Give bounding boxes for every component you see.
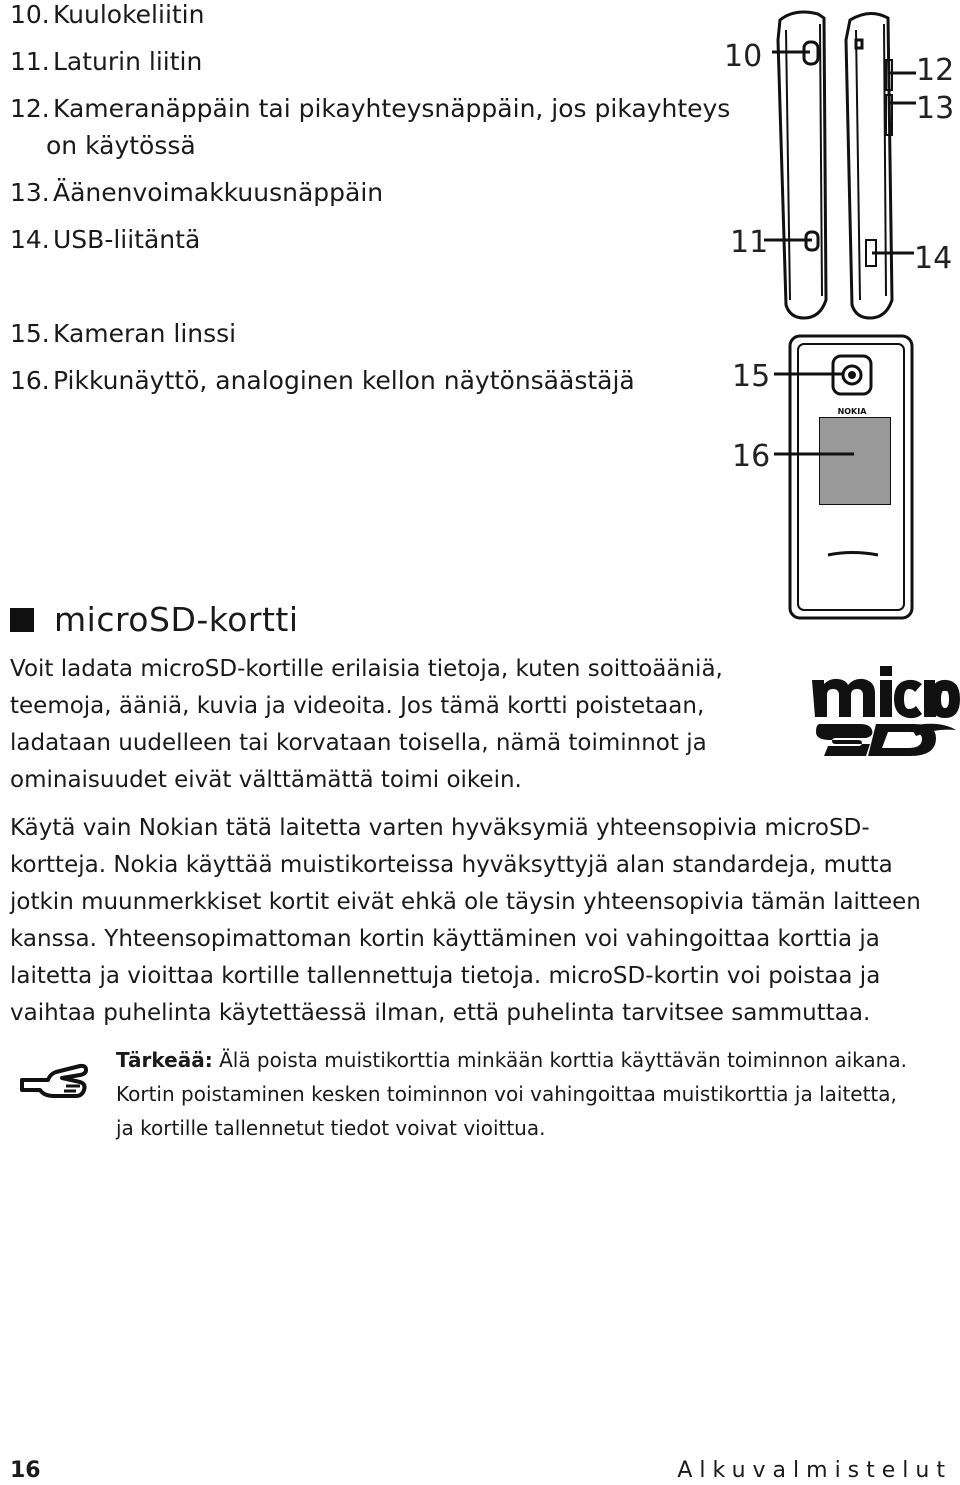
list-item: 14. USB-liitäntä (10, 225, 201, 254)
note-label: Tärkeää: (116, 1048, 213, 1072)
heading-square-icon (10, 608, 34, 632)
list-item: 11. Laturin liitin (10, 47, 203, 76)
phone-illustration (720, 0, 960, 625)
paragraph-line: ladataan uudelleen tai korvataan toisella, nämä toiminnot ja (10, 730, 707, 756)
chapter-title: Alkuvalmistelut (677, 1458, 952, 1483)
paragraph-line: kanssa. Yhteensopimattoman kortin käyttäminen voi vahingoittaa korttia ja (10, 926, 880, 952)
callout-12: 12 (916, 53, 955, 88)
callout-13: 13 (916, 91, 955, 126)
paragraph-line: Käytä vain Nokian tätä laitetta varten hyväksymiä yhteensopivia microSD- (10, 815, 870, 841)
section-title: microSD-kortti (54, 600, 299, 639)
microsd-logo (810, 662, 960, 762)
callout-11: 11 (730, 225, 769, 260)
callout-16: 16 (732, 439, 771, 474)
pointing-hand-icon (18, 1058, 90, 1108)
paragraph-line: kortteja. Nokia käyttää muistikorteissa hyväksyttyjä alan standardeja, mutta (10, 852, 893, 878)
callout-15: 15 (732, 359, 771, 394)
section-heading (10, 600, 299, 639)
callout-14: 14 (914, 241, 953, 276)
callout-10: 10 (724, 39, 763, 74)
paragraph-line: Voit ladata microSD-kortille erilaisia tietoja, kuten soittoääniä, (10, 656, 723, 682)
paragraph-line: jotkin muunmerkkiset kortit eivät ehkä ole täysin yhteensopivia tämän laitteen (10, 889, 921, 915)
brand-label: NOKIA (837, 407, 867, 416)
paragraph-line: vaihtaa puhelinta käytettäessä ilman, että puhelinta tarvitsee sammuttaa. (10, 1000, 871, 1026)
paragraph-line: teemoja, ääniä, kuvia ja videoita. Jos tämä kortti poistetaan, (10, 693, 705, 719)
paragraph-line: laitetta ja vioittaa kortille tallennettuja tietoja. microSD-kortin voi poistaa ja (10, 963, 881, 989)
important-note: Tärkeää: Älä poista muistikorttia minkään korttia käyttävän toiminnon aikana. Kortin poistaminen kesken toiminnon voi vahingoittaa muistikorttia ja laitetta, ja kortille tallennetut tiedot voivat vioittua. (116, 1048, 907, 1140)
list-item: 15. Kameran linssi (10, 319, 237, 348)
list-item: 10. Kuulokeliitin (10, 0, 205, 29)
paragraph-line: ominaisuudet eivät välttämättä toimi oikein. (10, 767, 522, 793)
page-number: 16 (10, 1458, 41, 1483)
list-item: 12. Kameranäppäin tai pikayhteysnäppäin, jos pikayhteys on käytössä (10, 94, 731, 160)
list-item: 13. Äänenvoimakkuusnäppäin (10, 178, 384, 207)
list-item: 16. Pikkunäyttö, analoginen kellon näytönsäästäjä (10, 366, 635, 395)
